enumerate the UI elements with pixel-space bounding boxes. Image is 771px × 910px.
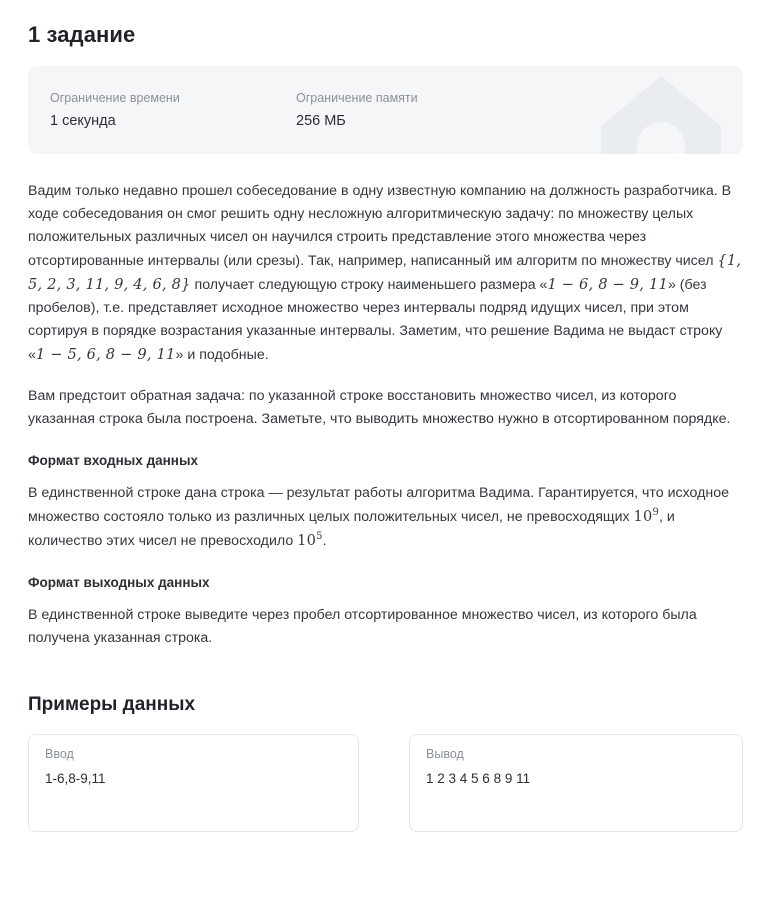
p1-result-math: 1 − 6, 8 − 9, 11	[547, 276, 668, 293]
output-format-paragraph: В единственной строке выведите через пробел отсортированное множество чисел, из которого была получена указанная строка.	[28, 607, 697, 646]
example-input-label: Ввод	[45, 747, 74, 761]
input-format-text-2: , и количество этих чисел не превосходило	[28, 509, 675, 549]
time-limit-value: 1 секунда	[50, 113, 116, 129]
house-icon	[597, 68, 725, 154]
example-output-value: 1 2 3 4 5 6 8 9 11	[426, 771, 531, 786]
statement	[28, 180, 743, 650]
memory-limit-label: Ограничение памяти	[296, 91, 418, 105]
output-format-heading: Формат выходных данных	[28, 575, 210, 590]
statement-paragraph-1	[28, 180, 743, 367]
example-output-box	[409, 734, 743, 832]
time-limit-block	[50, 91, 296, 129]
input-pow1-base: 10	[633, 508, 653, 525]
examples-row	[28, 734, 743, 832]
p1-text-3: » (без пробелов), т.е. представляет исходное множество через интервалы подряд идущих чисел, при этом сортируя в порядке возрастания указанные интервалы. Заметим, что решение Вадима не выдаст строку «	[28, 277, 723, 363]
memory-limit-block	[296, 91, 542, 129]
limits-card	[28, 66, 743, 154]
input-pow1-exp: 9	[652, 507, 660, 519]
input-format-heading: Формат входных данных	[28, 453, 198, 468]
input-format-paragraph	[28, 482, 743, 553]
memory-limit-value: 256 МБ	[296, 113, 346, 129]
statement-paragraph-2: Вам предстоит обратная задача: по указанной строке восстановить множество чисел, из которого указанная строка была построена. Заметьте, что выводить множество нужно в отсортированном порядке.	[28, 388, 731, 427]
example-output-label: Вывод	[426, 747, 464, 761]
example-input-value: 1-6,8-9,11	[45, 771, 106, 786]
input-format-text-1: В единственной строке дана строка — результат работы алгоритма Вадима. Гарантируется, что исходное множество состояло только из различных целых положительных чисел, не превосходящих	[28, 485, 729, 525]
input-pow2-base: 10	[297, 532, 317, 549]
input-pow2-exp: 5	[316, 531, 323, 543]
p1-bad-math: 1 − 5, 6, 8 − 9, 11	[35, 346, 176, 363]
p1-set-math: {1, 5, 2, 3, 11, 9, 4, 6, 8}	[28, 252, 742, 293]
examples-section-title: Примеры данных	[28, 694, 196, 715]
p1-text-1: Вадим только недавно прошел собеседование в одну известную компанию на должность разработчика. В ходе собеседования он смог решить одну несложную алгоритмическую задачу: по множеству целых положительных различных чисел он научился строить представление этого множества через отсортированные интервалы (или срезы). Так, например, написанный им алгоритм по множеству чисел	[28, 183, 732, 269]
page-title: 1 задание	[28, 22, 136, 47]
example-input-box	[28, 734, 359, 832]
p1-text-2: получает следующую строку наименьшего размера «	[190, 277, 548, 293]
time-limit-label: Ограничение времени	[50, 91, 180, 105]
input-format-text-3: .	[322, 533, 327, 549]
p1-text-4: » и подобные.	[175, 347, 269, 363]
